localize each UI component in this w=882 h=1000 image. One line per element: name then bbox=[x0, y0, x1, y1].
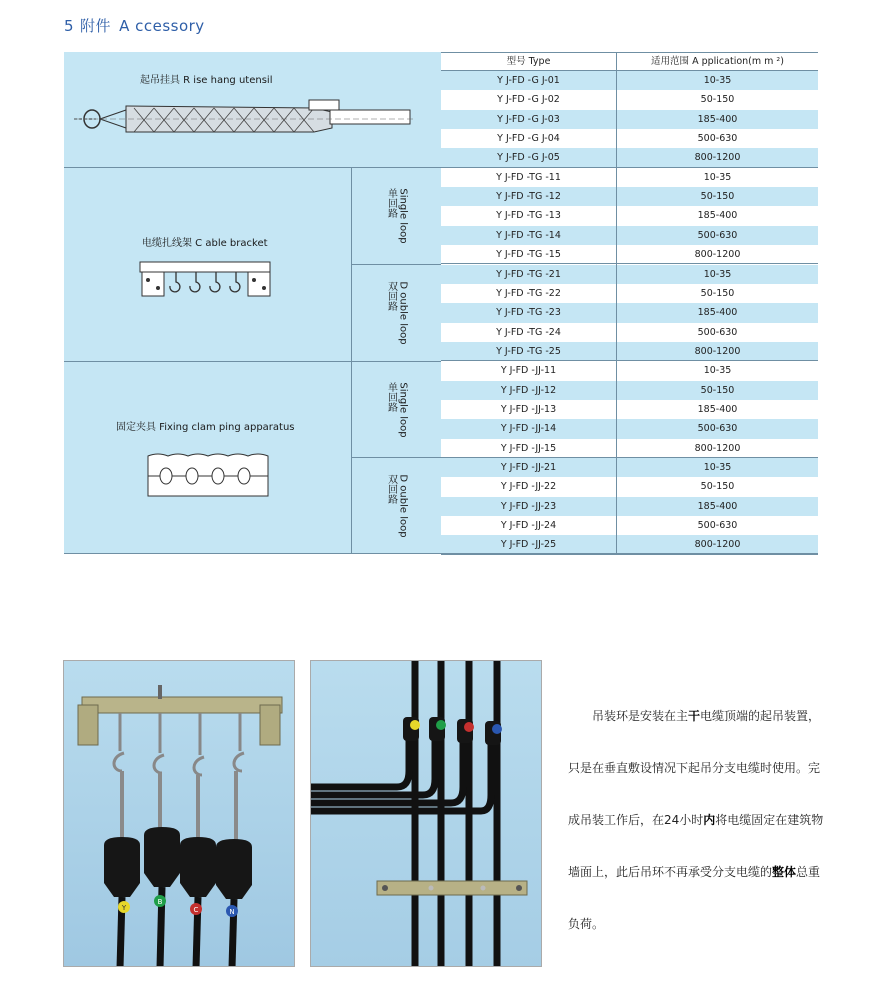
table-row bbox=[441, 148, 818, 167]
model-cell: Y J-FD -TG -22 bbox=[496, 287, 561, 299]
single-loop-en: Single loop bbox=[397, 188, 409, 244]
desc-part-4: 总重负荷。 bbox=[568, 865, 821, 931]
group-label: 起吊挂具 R ise hang utensil bbox=[140, 75, 273, 86]
title-cn: 附件 bbox=[80, 17, 112, 35]
table-row bbox=[441, 206, 818, 225]
branch-cable-photo bbox=[310, 660, 542, 967]
table-row bbox=[441, 342, 818, 361]
application-cell: 500-630 bbox=[697, 520, 738, 532]
desc-bold-3: 整体 bbox=[772, 865, 797, 879]
application-cell: 185-400 bbox=[697, 500, 738, 512]
model-cell: Y J-FD -TG -14 bbox=[496, 229, 561, 241]
table-row bbox=[441, 245, 818, 264]
table-row bbox=[441, 439, 818, 458]
application-cell: 185-400 bbox=[697, 403, 738, 415]
application-cell: 10-35 bbox=[703, 171, 732, 183]
group-fixing-clamping-apparatus bbox=[64, 362, 351, 554]
fixing-clamp-drawing bbox=[146, 452, 270, 498]
model-cell: Y J-FD -TG -25 bbox=[496, 345, 561, 357]
table-row bbox=[441, 535, 818, 554]
table-row bbox=[441, 284, 818, 303]
model-cell: Y J-FD -TG -24 bbox=[496, 326, 561, 338]
table-row bbox=[441, 187, 818, 206]
model-cell: Y J-FD -TG -11 bbox=[496, 171, 561, 183]
application-cell: 185-400 bbox=[697, 113, 738, 125]
table-row bbox=[441, 497, 818, 516]
desc-part-2: 电缆顶端的起吊装置，只是在垂直敷设情况下起吊分支电缆时使用。完成吊装工作后，在24小时 bbox=[568, 709, 821, 827]
phase-label-3: C bbox=[193, 906, 199, 914]
table-row bbox=[441, 419, 818, 438]
application-cell: 800-1200 bbox=[694, 442, 741, 454]
table-row bbox=[441, 361, 818, 380]
table-header bbox=[441, 52, 818, 71]
model-cell: Y J-FD -TG -12 bbox=[496, 191, 561, 203]
double-loop-cn: 双回路 bbox=[385, 474, 397, 505]
application-cell: 185-400 bbox=[697, 307, 738, 319]
model-cell: Y J-FD -JJ-15 bbox=[500, 442, 557, 454]
model-cell: Y J-FD -JJ-21 bbox=[500, 462, 557, 473]
model-cell: Y J-FD -G J-02 bbox=[497, 94, 560, 106]
double-loop-en: D ouble loop bbox=[397, 281, 409, 345]
table-row bbox=[441, 303, 818, 322]
application-cell: 800-1200 bbox=[694, 345, 741, 357]
hang-utensil-photo bbox=[63, 660, 295, 967]
description-text bbox=[568, 690, 830, 950]
model-cell: Y J-FD -JJ-23 bbox=[500, 500, 557, 512]
application-cell: 800-1200 bbox=[694, 249, 741, 261]
desc-part-1: 吊装环是安装在主 bbox=[592, 709, 689, 723]
table-row bbox=[441, 168, 818, 187]
model-cell: Y J-FD -G J-04 bbox=[497, 133, 560, 145]
model-cell: Y J-FD -JJ-24 bbox=[500, 520, 557, 532]
model-cell: Y J-FD -TG -13 bbox=[496, 210, 561, 222]
application-cell: 50-150 bbox=[700, 191, 735, 203]
title-en: A ccessory bbox=[119, 17, 205, 35]
model-cell: Y J-FD -JJ-13 bbox=[500, 403, 557, 415]
model-cell: Y J-FD -JJ-14 bbox=[500, 423, 557, 435]
cable-bracket-single-loop bbox=[351, 168, 441, 265]
phase-label-1: Y bbox=[121, 904, 127, 912]
table-row bbox=[441, 265, 818, 284]
model-cell: Y J-FD -JJ-11 bbox=[500, 365, 557, 377]
application-cell: 10-35 bbox=[703, 462, 732, 473]
table-row bbox=[441, 458, 818, 477]
rise-hang-utensil-drawing bbox=[74, 90, 414, 146]
application-cell: 185-400 bbox=[697, 210, 738, 222]
column-divider bbox=[616, 52, 617, 554]
application-cell: 10-35 bbox=[703, 268, 732, 280]
phase-label-4: N bbox=[229, 908, 235, 916]
single-loop-cn: 单回路 bbox=[385, 188, 397, 219]
desc-part-3: 将电缆固定在建筑物墙面上，此后吊环不再承受分支电缆的 bbox=[568, 813, 824, 879]
group-cable-bracket bbox=[64, 168, 351, 362]
application-cell: 500-630 bbox=[697, 229, 738, 241]
table-bottom-rule bbox=[64, 553, 818, 554]
group-label: 电缆扎线架 C able bracket bbox=[142, 238, 268, 249]
cable-bracket-double-loop bbox=[351, 265, 441, 362]
application-cell: 500-630 bbox=[697, 423, 738, 435]
page-title bbox=[64, 15, 205, 36]
model-cell: Y J-FD -TG -15 bbox=[496, 249, 561, 261]
model-cell: Y J-FD -G J-05 bbox=[497, 152, 560, 164]
clamp-single-loop bbox=[351, 362, 441, 458]
application-cell: 50-150 bbox=[700, 481, 735, 493]
model-cell: Y J-FD -G J-01 bbox=[497, 75, 560, 86]
model-cell: Y J-FD -TG -21 bbox=[496, 268, 561, 280]
application-cell: 800-1200 bbox=[694, 539, 741, 551]
header-application: 适用范围 A pplication(m m ²) bbox=[651, 56, 784, 67]
table-row bbox=[441, 400, 818, 419]
desc-bold-2: 内 bbox=[703, 813, 716, 827]
phase-label-2: B bbox=[157, 898, 163, 906]
cable-bracket-drawing bbox=[138, 260, 274, 300]
header-model: 型号 Type bbox=[506, 56, 551, 67]
table-row bbox=[441, 71, 818, 90]
table-row bbox=[441, 226, 818, 245]
application-cell: 50-150 bbox=[700, 94, 735, 106]
single-loop-cn: 单回路 bbox=[385, 381, 397, 412]
model-cell: Y J-FD -JJ-25 bbox=[500, 539, 557, 551]
double-loop-cn: 双回路 bbox=[385, 281, 397, 312]
table-row bbox=[441, 516, 818, 535]
group-rise-hang-utensil bbox=[64, 52, 441, 168]
model-cell: Y J-FD -TG -23 bbox=[496, 307, 561, 319]
table-row bbox=[441, 323, 818, 342]
application-cell: 10-35 bbox=[703, 365, 732, 377]
section-number: 5 bbox=[64, 17, 75, 35]
table-row bbox=[441, 110, 818, 129]
table-row bbox=[441, 477, 818, 496]
model-cell: Y J-FD -G J-03 bbox=[497, 113, 560, 125]
table-row bbox=[441, 129, 818, 148]
application-cell: 500-630 bbox=[697, 326, 738, 338]
table-row bbox=[441, 381, 818, 400]
model-cell: Y J-FD -JJ-12 bbox=[500, 384, 557, 396]
application-cell: 10-35 bbox=[703, 75, 732, 86]
single-loop-en: Single loop bbox=[397, 381, 409, 438]
application-cell: 50-150 bbox=[700, 287, 735, 299]
group-label: 固定夹具 Fixing clam ping apparatus bbox=[116, 422, 295, 433]
table-row bbox=[441, 90, 818, 109]
application-cell: 800-1200 bbox=[694, 152, 741, 164]
application-cell: 500-630 bbox=[697, 133, 738, 145]
application-cell: 50-150 bbox=[700, 384, 735, 396]
clamp-double-loop bbox=[351, 458, 441, 554]
model-cell: Y J-FD -JJ-22 bbox=[500, 481, 557, 493]
double-loop-en: D ouble loop bbox=[397, 474, 409, 538]
desc-bold-1: 干 bbox=[688, 709, 701, 723]
